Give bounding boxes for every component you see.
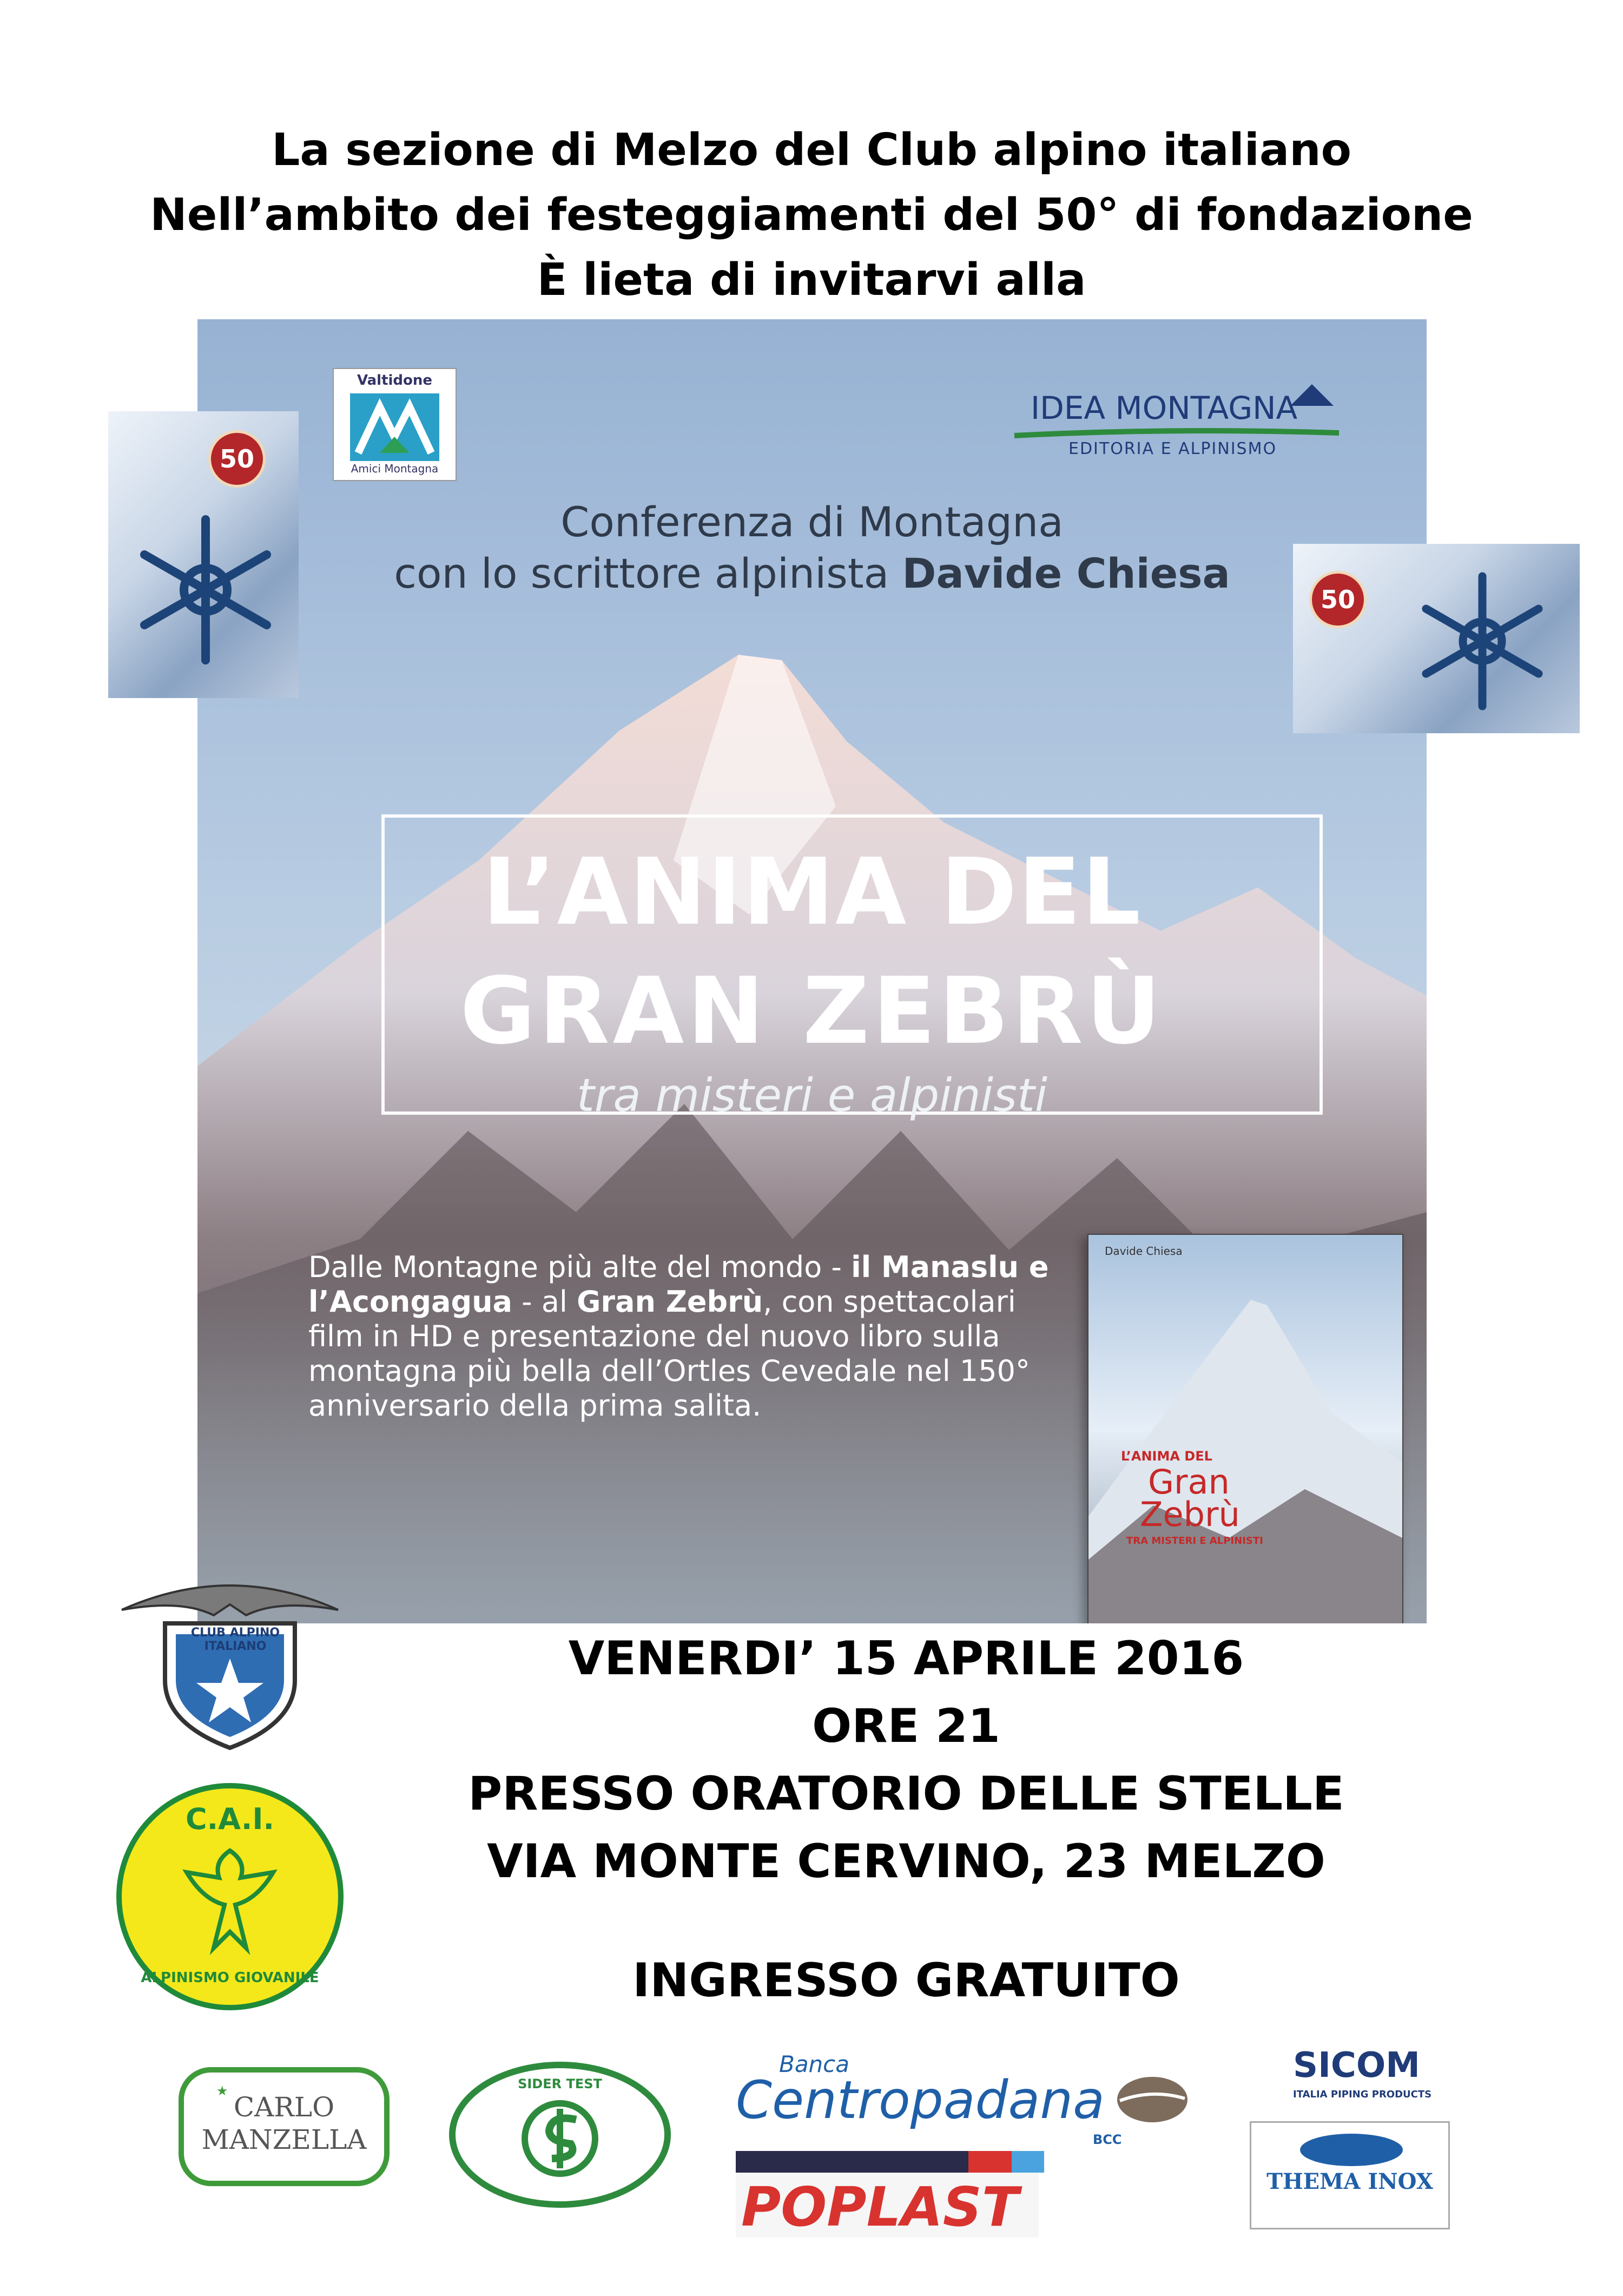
banca-name: Centropadana	[736, 2070, 1105, 2130]
book-title-3: Zebrù	[1140, 1495, 1240, 1534]
book-cover-mountain	[1088, 1235, 1402, 1623]
sponsor-thema-inox	[1250, 2121, 1450, 2229]
manzella-line-2: MANZELLA	[201, 2124, 367, 2155]
sponsor-sicom	[1271, 2045, 1444, 2110]
sidertest-emblem-icon	[519, 2098, 601, 2179]
star-icon: ★	[216, 2083, 228, 2098]
sicom-subtitle: ITALIA PIPING PRODUCTS	[1293, 2089, 1432, 2100]
poster-subtitle: tra misteri e alpinisti	[576, 1069, 1048, 1122]
valtidone-logo	[333, 368, 457, 481]
cai-alpinismo-giovanile-logo	[116, 1783, 344, 2010]
book-author: Davide Chiesa	[1105, 1245, 1183, 1258]
sponsor-sider-test	[449, 2062, 671, 2208]
event-date: VENERDI’ 15 APRILE 2016	[568, 1631, 1244, 1686]
cai-club-text: CLUB ALPINO ITALIANO	[190, 1626, 280, 1653]
book-title-4: TRA MISTERI E ALPINISTI	[1126, 1535, 1263, 1547]
snowflake-icon	[1401, 560, 1563, 722]
valtidone-mountain-icon	[350, 393, 439, 461]
idea-montagna-title: IDEA MONTAGNA	[1031, 390, 1298, 426]
eagle-icon	[116, 1572, 344, 1751]
banca-label: Banca	[779, 2051, 849, 2077]
conference-poster	[197, 319, 1427, 1623]
sponsor-carlo-manzella	[179, 2067, 390, 2186]
desc-bold-gran-zebru: Gran Zebrù	[577, 1285, 763, 1319]
idea-montagna-logo	[1009, 384, 1344, 465]
poster-title-line-1: L’ANIMA DEL	[482, 839, 1142, 946]
conference-prefix: con lo scrittore alpinista	[394, 549, 902, 597]
eagle-emblem-icon	[165, 1840, 295, 1970]
event-address: VIA MONTE CERVINO, 23 MELZO	[487, 1834, 1325, 1889]
desc-part-3: , con spettacolari film in HD e presentazione del nuovo libro sulla montagna più bella dell’Ortles Cevedale nel 150° anniversario della prima salita.	[308, 1285, 1030, 1423]
sicom-name: SICOM	[1293, 2045, 1420, 2086]
valtidone-subtitle: Amici Montagna	[351, 462, 439, 475]
event-place: PRESSO ORATORIO DELLE STELLE	[468, 1767, 1344, 1821]
banca-emblem-icon	[1114, 2073, 1190, 2127]
conference-author: Davide Chiesa	[902, 549, 1230, 597]
event-time: ORE 21	[812, 1699, 1000, 1753]
anniversary-50-badge: 50	[1309, 571, 1367, 628]
book-title-2: Gran	[1148, 1462, 1230, 1502]
manzella-line-1: CARLO	[233, 2091, 335, 2123]
snowflake-image-right	[1293, 544, 1580, 733]
valtidone-name: Valtidone	[357, 372, 433, 389]
poster-title-line-2: GRAN ZEBRÙ	[460, 958, 1164, 1065]
sponsor-banca-centropadana	[736, 2051, 1190, 2148]
poster-description	[308, 1250, 1077, 1423]
sidertest-name: SIDER TEST	[518, 2076, 602, 2091]
cai-giovanile-text: ALPINISMO GIOVANILE	[141, 1970, 319, 1986]
idea-montagna-subtitle: EDITORIA E ALPINISMO	[1068, 439, 1277, 458]
desc-part-1: Dalle Montagne più alte del mondo -	[308, 1250, 852, 1284]
snowflake-image-left	[108, 411, 299, 698]
thema-emblem-icon	[1300, 2134, 1403, 2166]
anniversary-50-badge: 50	[208, 430, 266, 488]
desc-bold-mountains: il Manaslu e l’Acongagua	[308, 1250, 1049, 1319]
cai-eagle-logo	[116, 1572, 344, 1751]
conference-line-1: Conferenza di Montagna	[560, 498, 1064, 546]
header-line-2: Nell’ambito dei festeggiamenti del 50° di fondazione	[150, 189, 1473, 241]
snowflake-icon	[119, 503, 292, 676]
header-line-3: È lieta di invitarvi alla	[537, 254, 1086, 306]
desc-part-2: - al	[512, 1285, 577, 1319]
book-cover	[1087, 1234, 1403, 1623]
poplast-name: POPLAST	[741, 2175, 1019, 2239]
event-entry: INGRESSO GRATUITO	[632, 1953, 1180, 2008]
cai-acronym: C.A.I.	[185, 1802, 275, 1836]
book-title-1: L’ANIMA DEL	[1121, 1449, 1212, 1464]
banca-bcc: BCC	[1093, 2132, 1122, 2147]
thema-name: THEMA INOX	[1266, 2169, 1433, 2194]
conference-line-2	[197, 549, 1427, 597]
sponsor-poplast	[736, 2151, 1125, 2254]
header-line-1: La sezione di Melzo del Club alpino italiano	[272, 124, 1351, 176]
